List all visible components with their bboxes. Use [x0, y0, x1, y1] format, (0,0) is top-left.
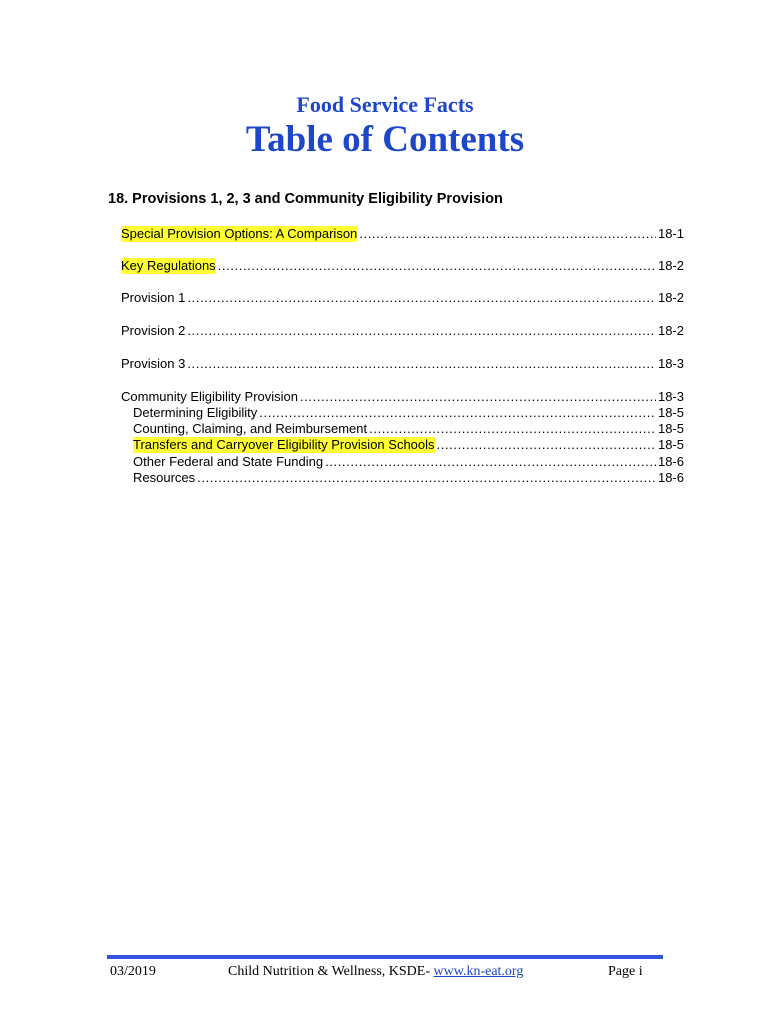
document-subtitle: Food Service Facts: [296, 92, 474, 117]
toc-entry-other-funding[interactable]: [133, 454, 684, 470]
toc-entry-title: Community Eligibility Provision: [121, 389, 298, 404]
toc-entry-special-provision-options[interactable]: [121, 226, 684, 242]
toc-entry-determining-eligibility[interactable]: [133, 405, 684, 421]
toc-entry-provision-1[interactable]: [121, 290, 684, 306]
toc-entry-page: 18-5: [657, 405, 684, 420]
toc-entry-page: 18-2: [657, 290, 684, 305]
toc-entry-page: 18-6: [657, 470, 684, 485]
toc-entry-title: Transfers and Carryover Eligibility Provision Schools: [133, 437, 435, 452]
toc-entry-page: 18-5: [657, 437, 684, 452]
footer-page-number: Page i: [608, 964, 643, 979]
toc-entry-title: Counting, Claiming, and Reimbursement: [133, 421, 368, 436]
toc-entry-title: Provision 2: [121, 323, 186, 338]
toc-dot-leader: [300, 389, 656, 405]
toc-entry-resources[interactable]: [133, 470, 684, 486]
page-title: Table of Contents: [245, 119, 525, 160]
toc-entry-title: Special Provision Options: A Comparison: [121, 226, 358, 241]
toc-entry-title: Provision 3: [121, 356, 186, 371]
toc-entry-page: 18-1: [657, 226, 684, 241]
footer-link[interactable]: www.kn-eat.org: [433, 964, 524, 979]
toc-dot-leader: [187, 356, 656, 372]
toc-entry-page: 18-6: [657, 454, 684, 469]
toc-entry-page: 18-3: [657, 389, 684, 404]
toc-entry-key-regulations[interactable]: [121, 258, 684, 274]
toc-dot-leader: [259, 405, 656, 421]
toc-entry-counting-claiming-reimbursement[interactable]: [133, 421, 684, 437]
toc-entry-provision-2[interactable]: [121, 323, 684, 339]
footer-credit: [228, 964, 523, 980]
toc-entry-title: Key Regulations: [121, 258, 216, 273]
toc-dot-leader: [437, 437, 656, 453]
footer-date: 03/2019: [110, 964, 156, 979]
toc-dot-leader: [218, 258, 656, 274]
toc-dot-leader: [325, 454, 656, 470]
toc-dot-leader: [187, 323, 656, 339]
toc-entry-community-eligibility-provision[interactable]: [121, 389, 684, 405]
toc-entry-page: 18-2: [657, 258, 684, 273]
toc-dot-leader: [187, 290, 656, 306]
toc-dot-leader: [197, 470, 656, 486]
toc-entry-page: 18-2: [657, 323, 684, 338]
toc-entry-page: 18-3: [657, 356, 684, 371]
section-heading: 18. Provisions 1, 2, 3 and Community Eligibility Provision: [108, 191, 503, 207]
footer-org: Child Nutrition & Wellness, KSDE-: [228, 964, 434, 979]
toc-dot-leader: [369, 421, 656, 437]
toc-entry-page: 18-5: [657, 421, 684, 436]
toc-entry-provision-3[interactable]: [121, 356, 684, 372]
toc-entry-title: Other Federal and State Funding: [133, 454, 324, 469]
toc-entry-transfers-carryover[interactable]: [133, 437, 684, 453]
toc-entry-title: Determining Eligibility: [133, 405, 258, 420]
toc-entry-title: Resources: [133, 470, 196, 485]
toc-entry-title: Provision 1: [121, 290, 186, 305]
toc-dot-leader: [359, 226, 656, 242]
footer-divider: [107, 955, 663, 959]
